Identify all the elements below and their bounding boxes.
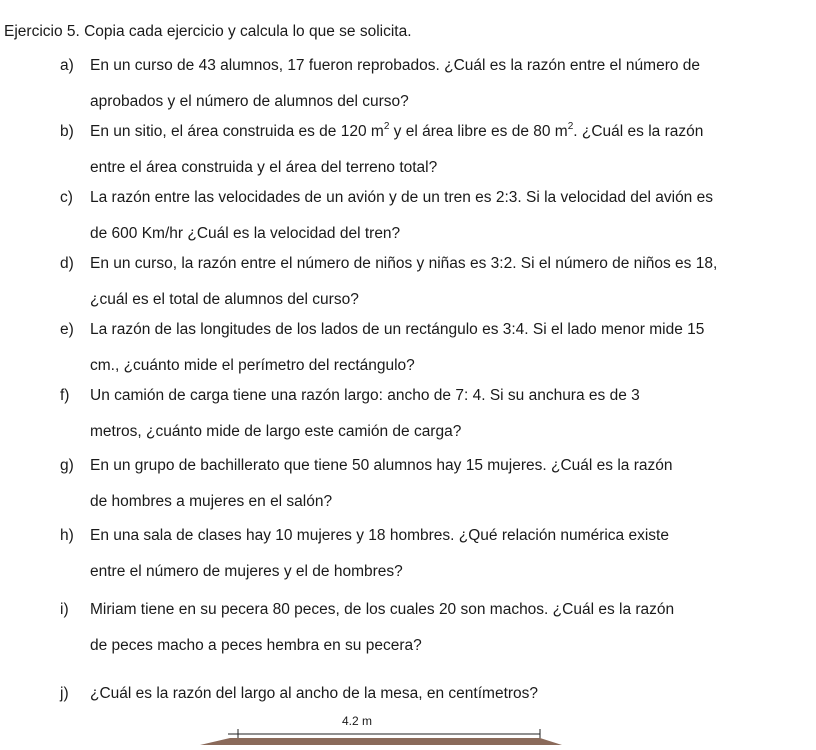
exercise-e <box>60 312 800 384</box>
exercise-letter: c) <box>60 189 73 206</box>
table-drawing <box>190 712 570 745</box>
exercise-f <box>60 378 800 450</box>
table-length-label: 4.2 m <box>342 714 373 728</box>
exercise-text: Un camión de carga tiene una razón largo: ancho de 7: 4. Si su anchura es de 3 metros, ¿cuánto mide de largo este camión de carga? <box>90 387 640 440</box>
exercise-letter: g) <box>60 457 74 474</box>
exercise-letter: h) <box>60 527 74 544</box>
exercise-text: La razón de las longitudes de los lados de un rectángulo es 3:4. Si el lado menor mide 15 cm., ¿cuánto mide el perímetro del rectángulo? <box>90 321 705 374</box>
superscript: 2 <box>567 120 574 132</box>
exercise-heading: Ejercicio 5. Copia cada ejercicio y calcula lo que se solicita. <box>4 23 412 40</box>
exercise-letter: b) <box>60 123 74 140</box>
exercise-letter: e) <box>60 321 74 338</box>
exercise-text: En un grupo de bachillerato que tiene 50 alumnos hay 15 mujeres. ¿Cuál es la razón de hombres a mujeres en el salón? <box>90 457 673 510</box>
exercise-h <box>60 518 800 590</box>
exercise-g <box>60 448 800 520</box>
exercise-c <box>60 180 800 252</box>
exercise-d <box>60 246 800 318</box>
exercise-letter: d) <box>60 255 74 272</box>
table-figure <box>190 712 570 745</box>
exercise-text: En una sala de clases hay 10 mujeres y 18 hombres. ¿Qué relación numérica existe entre el número de mujeres y el de hombres? <box>90 527 669 580</box>
exercise-letter: a) <box>60 57 74 74</box>
exercise-text: La razón entre las velocidades de un avión y de un tren es 2:3. Si la velocidad del avión es de 600 Km/hr ¿Cuál es la velocidad del tren? <box>90 189 713 242</box>
exercise-text: En un curso de 43 alumnos, 17 fueron reprobados. ¿Cuál es la razón entre el número de aprobados y el número de alumnos del curso? <box>90 57 701 110</box>
exercise-text-part: y el área libre es de 80 m <box>389 123 568 140</box>
table-top <box>200 738 562 745</box>
exercise-letter: i) <box>60 601 69 618</box>
exercise-j <box>60 676 800 712</box>
exercise-text-part: En un sitio, el área construida es de 120 m <box>90 123 384 140</box>
exercise-i <box>60 592 800 664</box>
exercise-text-part: . ¿Cuál es la razón entre el área construida y el área del terreno total? <box>90 123 704 176</box>
exercise-letter: f) <box>60 387 70 404</box>
exercise-text: En un curso, la razón entre el número de niños y niñas es 3:2. Si el número de niños es 18, ¿cuál es el total de alumnos del curso? <box>90 255 718 308</box>
exercise-text: ¿Cuál es la razón del largo al ancho de la mesa, en centímetros? <box>90 685 539 702</box>
exercise-text: Miriam tiene en su pecera 80 peces, de los cuales 20 son machos. ¿Cuál es la razón de peces macho a peces hembra en su pecera? <box>90 601 675 654</box>
exercise-letter: j) <box>60 685 69 702</box>
exercise-a <box>60 48 800 120</box>
exercise-text <box>90 114 800 186</box>
superscript: 2 <box>383 120 390 132</box>
exercise-b <box>60 114 800 186</box>
